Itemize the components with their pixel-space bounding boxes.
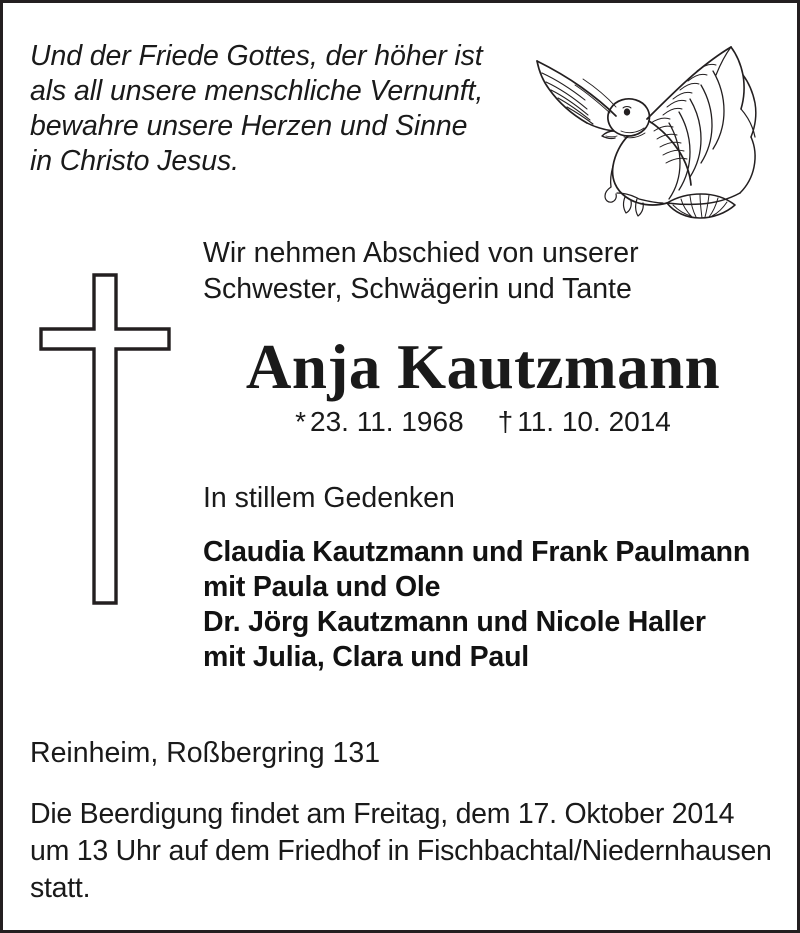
- death-date-group: [498, 406, 671, 437]
- family-line-2: mit Paula und Ole: [203, 571, 441, 603]
- life-dates: [203, 405, 763, 439]
- intro-line-1: Wir nehmen Abschied von unserer: [203, 237, 639, 269]
- funeral-line-3: statt.: [30, 872, 91, 904]
- verse-line-4: in Christo Jesus.: [30, 145, 239, 177]
- funeral-line-1: Die Beerdigung findet am Freitag, dem 17. Oktober 2014: [30, 798, 735, 830]
- birth-date-group: [295, 406, 464, 437]
- verse-line-3: bewahre unsere Herzen und Sinne: [30, 110, 468, 142]
- death-date: 11. 10. 2014: [517, 406, 671, 437]
- memorial-verse: [30, 39, 510, 179]
- verse-line-2: als all unsere menschliche Vernunft,: [30, 75, 484, 107]
- funeral-line-2: um 13 Uhr auf dem Friedhof in Fischbachtal/Niedernhausen: [30, 835, 772, 867]
- family-names: [203, 535, 763, 675]
- address-line: Reinheim, Roßbergring 131: [30, 737, 381, 769]
- farewell-intro: [203, 235, 763, 307]
- birth-symbol: *: [295, 406, 307, 437]
- family-line-3: Dr. Jörg Kautzmann und Nicole Haller: [203, 606, 706, 638]
- verse-line-1: Und der Friede Gottes, der höher ist: [30, 40, 483, 72]
- birth-date: 23. 11. 1968: [310, 406, 464, 437]
- dove-icon: [515, 27, 777, 219]
- deceased-name: Anja Kautzmann: [245, 332, 721, 402]
- in-memory-text: In stillem Gedenken: [203, 482, 455, 514]
- family-line-4: mit Julia, Clara und Paul: [203, 641, 529, 673]
- death-symbol: †: [497, 406, 514, 437]
- memorial-content: [203, 235, 763, 675]
- family-line-1: Claudia Kautzmann und Frank Paulmann: [203, 536, 751, 568]
- funeral-details: [30, 796, 782, 907]
- intro-line-2: Schwester, Schwägerin und Tante: [203, 273, 632, 305]
- cross-icon: [31, 271, 181, 611]
